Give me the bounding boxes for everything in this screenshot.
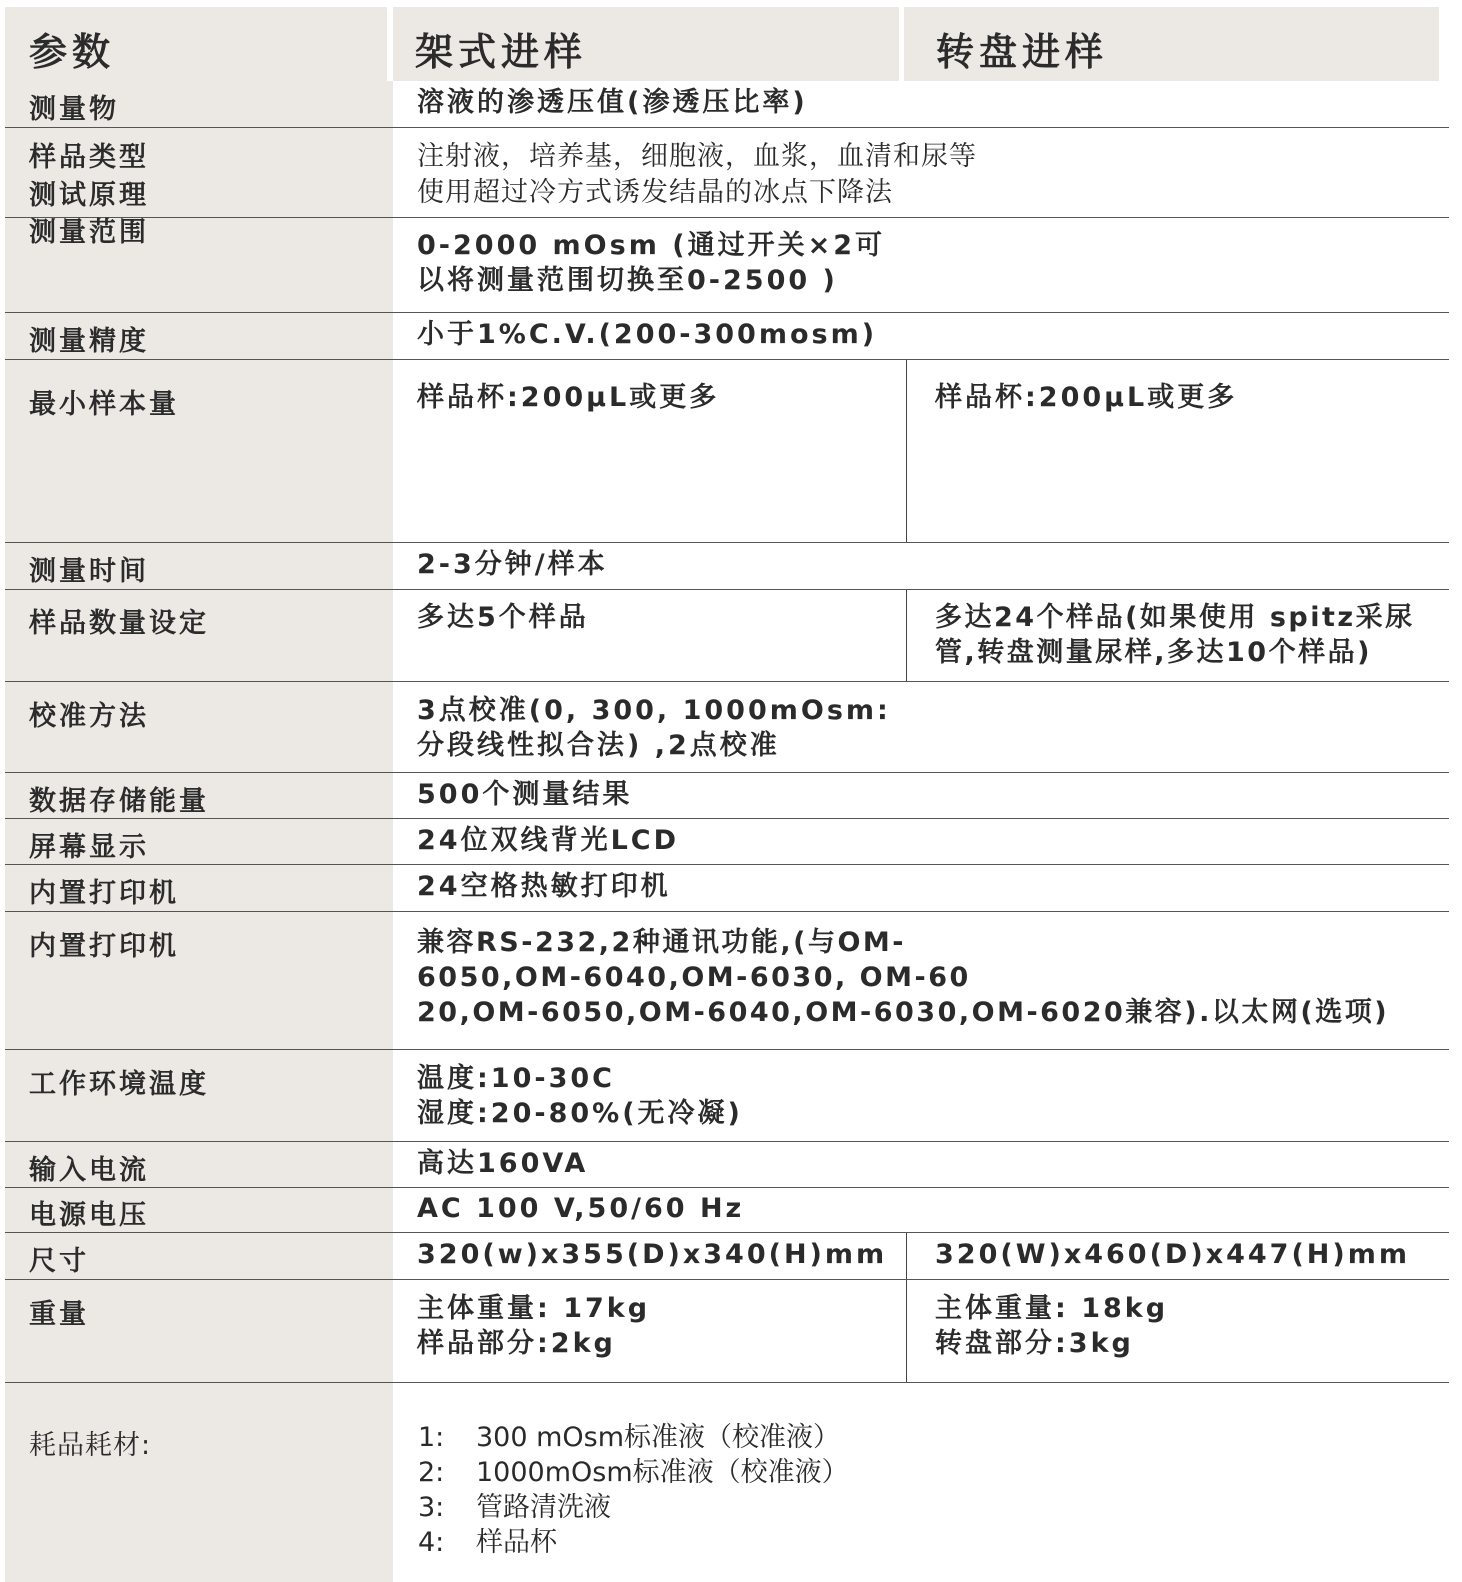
consumables-list (418, 1420, 849, 1560)
header-carousel-cell (904, 7, 1439, 81)
list-item: 3: 管路清洗液 (418, 1492, 611, 1523)
row-label: 尺寸 (29, 1246, 89, 1277)
header-param: 参数 (29, 30, 116, 74)
row-value-rack: 多达5个样品 (417, 602, 589, 633)
row-sample-type (5, 128, 1449, 173)
row-label: 样品类型 (29, 142, 149, 173)
row-label: 测量范围 (29, 217, 149, 248)
row-value: 2-3分钟/样本 (417, 549, 608, 580)
row-measure-time (5, 543, 1449, 589)
row-value-rack: 样品杯:200µL或更多 (417, 382, 720, 413)
row-label: 测量物 (29, 94, 119, 125)
row-dimensions (5, 1233, 1449, 1279)
list-item: 4: 样品杯 (418, 1527, 557, 1558)
row-value: 注射液，培养基，细胞液，血浆，血清和尿等 (417, 141, 977, 172)
row-value-rack: 主体重量: 17kg 样品部分:2kg (417, 1293, 651, 1359)
row-storage (5, 773, 1449, 818)
row-principle (5, 173, 1449, 217)
row-value: 3点校准(0, 300, 1000mOsm: 分段线性拟合法) ,2点校准 (417, 695, 891, 761)
row-weight (5, 1280, 1449, 1382)
row-accuracy (5, 313, 1449, 359)
row-environment (5, 1050, 1449, 1141)
row-label: 最小样本量 (29, 389, 179, 420)
row-input-current (5, 1142, 1449, 1187)
row-interface (5, 912, 1449, 1049)
column-divider (906, 1233, 907, 1279)
column-divider (906, 590, 907, 681)
row-value: 溶液的渗透压值(渗透压比率) (417, 87, 808, 118)
row-value: 24空格热敏打印机 (417, 871, 671, 902)
row-value: 500个测量结果 (417, 779, 633, 810)
header-rack: 架式进样 (415, 30, 588, 74)
row-range (5, 218, 1449, 312)
consumables-label: 耗品耗材: (29, 1430, 152, 1461)
row-value-carousel: 多达24个样品(如果使用 spitz采尿 管,转盘测量尿样,多达10个样品) (935, 602, 1415, 668)
row-value: AC 100 V,50/60 Hz (417, 1193, 745, 1224)
row-label: 屏幕显示 (29, 832, 149, 863)
row-label: 电源电压 (29, 1200, 149, 1231)
row-label: 测试原理 (29, 180, 149, 211)
row-calibration (5, 682, 1449, 772)
row-value: 小于1%C.V.(200-300mosm) (417, 319, 878, 350)
row-label: 内置打印机 (29, 931, 179, 962)
row-label: 输入电流 (29, 1155, 149, 1186)
row-value: 兼容RS-232,2种通讯功能,(与OM- 6050,OM-6040,OM-6030, OM-60 20,OM-6050,OM-6040,OM-6030,OM-6020兼容).以太网(选项) (417, 927, 1390, 1028)
row-value: 使用超过冷方式诱发结晶的冰点下降法 (417, 177, 893, 208)
row-label: 工作环境温度 (29, 1069, 209, 1100)
list-item: 2: 1000mOsm标准液（校准液） (418, 1457, 849, 1488)
row-value-carousel: 主体重量: 18kg 转盘部分:3kg (935, 1293, 1169, 1359)
column-divider (906, 1280, 907, 1382)
row-measurand (5, 81, 1449, 127)
column-divider (906, 360, 907, 542)
row-value: 温度:10-30C 湿度:20-80%(无冷凝) (417, 1063, 743, 1129)
row-value-carousel: 样品杯:200µL或更多 (935, 382, 1238, 413)
row-label: 数据存储能量 (29, 786, 209, 817)
row-printer (5, 865, 1449, 911)
row-label: 重量 (29, 1299, 89, 1330)
list-item: 1: 300 mOsm标准液（校准液） (418, 1422, 841, 1453)
row-value: 24位双线背光LCD (417, 825, 680, 856)
header-param-cell (5, 7, 387, 81)
row-display (5, 819, 1449, 864)
row-label: 测量精度 (29, 326, 149, 357)
row-min-volume (5, 360, 1449, 542)
row-value: 0-2000 mOsm (通过开关×2可 以将测量范围切换至0-2500 ) (417, 230, 885, 296)
header-rack-cell (393, 7, 899, 81)
row-value: 高达160VA (417, 1148, 589, 1179)
row-voltage (5, 1188, 1449, 1232)
header-carousel: 转盘进样 (936, 30, 1109, 74)
row-label: 校准方法 (29, 701, 149, 732)
row-value-rack: 320(w)x355(D)x340(H)mm (417, 1239, 888, 1270)
row-value-carousel: 320(W)x460(D)x447(H)mm (935, 1239, 1411, 1270)
row-label: 样品数量设定 (29, 608, 209, 639)
row-label: 内置打印机 (29, 878, 179, 909)
row-sample-count (5, 590, 1449, 681)
row-label: 测量时间 (29, 556, 149, 587)
